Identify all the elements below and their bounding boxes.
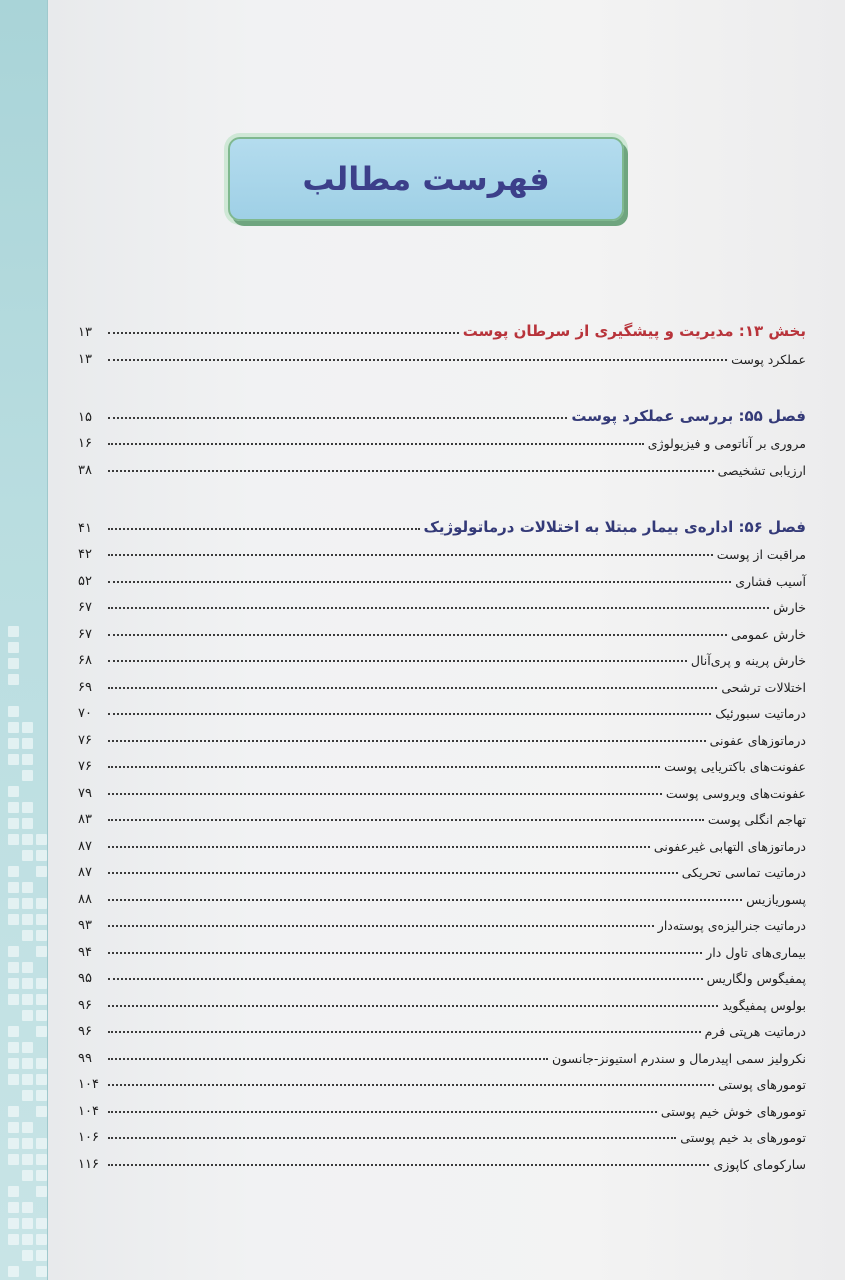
chapter-heading[interactable] [78, 508, 806, 536]
decorative-tile [36, 1090, 47, 1101]
decorative-tile [22, 1234, 33, 1245]
page-number: ۹۳ [78, 918, 92, 933]
entry-label: تومورهای پوستی [718, 1077, 806, 1092]
entry-label: عملکرد پوست [731, 351, 806, 367]
toc-entry[interactable] [78, 425, 806, 452]
decorative-tile [22, 1090, 33, 1101]
page-number: ۹۹ [78, 1050, 92, 1066]
decorative-tile [8, 898, 19, 909]
decorative-tile [8, 1042, 19, 1053]
toc-entry[interactable] [78, 774, 806, 801]
toc-entry[interactable] [78, 880, 806, 907]
dot-leader [108, 1005, 718, 1007]
toc-entry[interactable] [78, 933, 806, 960]
decorative-tile [8, 786, 19, 797]
dot-leader [108, 872, 678, 874]
decorative-tile [36, 1234, 47, 1245]
decorative-tile [36, 1138, 47, 1149]
decorative-tile [8, 1122, 19, 1133]
decorative-tile [36, 1074, 47, 1085]
decorative-tile [36, 1186, 47, 1197]
entry-label: پمفیگوس ولگاریس [706, 971, 806, 986]
page-number: ۶۸ [78, 653, 92, 668]
entry-label: پسوریازیس [746, 891, 806, 907]
decorative-tile [8, 802, 19, 813]
decorative-tile [36, 1218, 47, 1229]
table-of-contents [78, 312, 806, 1172]
toc-entry[interactable] [78, 854, 806, 881]
page-number: ۱۱۶ [78, 1156, 99, 1172]
decorative-tile [36, 1010, 47, 1021]
entry-label: درماتوزهای التهابی غیرعفونی [653, 838, 806, 854]
decorative-tile [22, 898, 33, 909]
decorative-tile [8, 1106, 19, 1117]
dot-leader [108, 899, 742, 901]
dot-leader [108, 846, 650, 848]
entry-label: درماتوزهای عفونی [709, 732, 806, 748]
entry-label: سارکومای کاپوزی [713, 1156, 806, 1172]
decorative-tile [22, 930, 33, 941]
entry-label: درماتیت تماسی تحریکی [681, 865, 806, 880]
decorative-tile [22, 770, 33, 781]
toc-entry[interactable] [78, 1119, 806, 1146]
page-number: ۷۶ [78, 732, 92, 748]
dot-leader [108, 607, 769, 609]
dot-leader [108, 793, 662, 795]
dot-leader [108, 687, 717, 689]
decorative-tile [22, 738, 33, 749]
entry-label: اختلالات ترشحی [721, 679, 806, 695]
decorative-tile [8, 882, 19, 893]
decorative-tile [22, 802, 33, 813]
toc-entry[interactable] [78, 589, 806, 616]
toc-entry[interactable] [78, 615, 806, 642]
chapter-heading[interactable] [78, 397, 806, 425]
decorative-tile [36, 978, 47, 989]
decorative-tile [8, 754, 19, 765]
heading-label: فصل ۵۶: اداره‌ی بیمار مبتلا به اختلالات درماتولوژیک [423, 517, 806, 536]
page-number: ۷۹ [78, 785, 92, 801]
decorative-tile [22, 882, 33, 893]
decorative-tile [8, 642, 19, 653]
toc-entry[interactable] [78, 1092, 806, 1119]
heading-label: فصل ۵۵: بررسی عملکرد پوست [571, 406, 806, 425]
decorative-tile [22, 1058, 33, 1069]
section-gap [78, 367, 806, 397]
decorative-tile [22, 722, 33, 733]
decorative-tile [8, 1202, 19, 1213]
page-number: ۳۸ [78, 462, 92, 478]
page-number: ۵۲ [78, 573, 92, 589]
entry-label: خارش عمومی [730, 626, 806, 642]
dot-leader [108, 1084, 714, 1086]
decorative-tile [36, 930, 47, 941]
page-number: ۹۵ [78, 971, 92, 986]
decorative-tile [36, 1250, 47, 1261]
decorative-tile [8, 914, 19, 925]
page-number: ۱۳ [78, 325, 92, 340]
page-number: ۴۱ [78, 520, 92, 536]
decorative-tile [22, 850, 33, 861]
decorative-tile [8, 722, 19, 733]
page-number: ۹۶ [78, 1024, 92, 1039]
entry-label: تهاجم انگلی پوست [707, 812, 806, 827]
decorative-tile [8, 818, 19, 829]
entry-label: درماتیت سبورئیک [715, 706, 806, 721]
toc-entry[interactable] [78, 721, 806, 748]
decorative-tile [8, 866, 19, 877]
entry-label: تومورهای بد خیم پوستی [680, 1130, 806, 1145]
toc-entry[interactable] [78, 642, 806, 669]
dot-leader [108, 1031, 701, 1033]
decorative-tile [22, 1250, 33, 1261]
entry-label: عفونت‌های ویروسی پوست [665, 785, 806, 801]
decorative-tile [8, 626, 19, 637]
decorative-tile [8, 1138, 19, 1149]
toc-entry[interactable] [78, 907, 806, 934]
entry-label: آسیب فشاری [735, 573, 806, 589]
dot-leader [108, 528, 420, 530]
dot-leader [108, 978, 703, 980]
decorative-tile [8, 1058, 19, 1069]
decorative-tile [22, 1138, 33, 1149]
dot-leader [108, 819, 704, 821]
decorative-tile [8, 834, 19, 845]
page-number: ۸۸ [78, 891, 92, 907]
decorative-tile [8, 946, 19, 957]
decorative-tile [22, 914, 33, 925]
decorative-tile [8, 1074, 19, 1085]
toc-entry[interactable] [78, 695, 806, 722]
toc-entry[interactable] [78, 801, 806, 828]
decorative-tile [8, 706, 19, 717]
dot-leader [108, 660, 687, 662]
decorative-tile [36, 850, 47, 861]
decorative-tile [36, 994, 47, 1005]
page-title: فهرست مطالب [302, 160, 550, 198]
dot-leader [108, 740, 706, 742]
entry-label: درماتیت جنرالیزه‌ی پوسته‌دار [657, 918, 806, 933]
toc-entry[interactable] [78, 536, 806, 563]
dot-leader [108, 1111, 657, 1113]
decorative-tile [8, 1154, 19, 1165]
decorative-margin-strip [0, 0, 48, 1280]
entry-label: ارزیابی تشخیصی [717, 462, 806, 478]
decorative-tile [36, 1170, 47, 1181]
page-number: ۶۹ [78, 679, 92, 695]
decorative-tile [22, 754, 33, 765]
dot-leader [108, 1137, 676, 1139]
entry-label: مراقبت از پوست [716, 547, 806, 562]
page-number: ۸۳ [78, 812, 92, 827]
toc-entry[interactable] [78, 451, 806, 478]
decorative-tile [8, 1186, 19, 1197]
decorative-tile [36, 898, 47, 909]
dot-leader [108, 925, 654, 927]
dot-leader [108, 417, 567, 419]
page-number: ۸۷ [78, 865, 92, 880]
section-gap [78, 478, 806, 508]
page-number: ۶۷ [78, 600, 92, 615]
entry-label: درماتیت هرپتی فرم [704, 1024, 806, 1039]
decorative-tile [22, 818, 33, 829]
decorative-tile [36, 1026, 47, 1037]
toc-entry[interactable] [78, 960, 806, 987]
dot-leader [108, 332, 459, 334]
page-number: ۱۶ [78, 436, 92, 451]
page-number: ۷۶ [78, 759, 92, 774]
decorative-tile [22, 994, 33, 1005]
entry-label: بولوس پمفیگوید [722, 997, 806, 1013]
page-number: ۴۲ [78, 547, 92, 562]
dot-leader [108, 634, 727, 636]
dot-leader [108, 952, 702, 954]
page-number: ۱۵ [78, 409, 92, 425]
dot-leader [108, 1058, 548, 1060]
decorative-tile [22, 1042, 33, 1053]
decorative-tile [8, 994, 19, 1005]
decorative-tile [36, 1154, 47, 1165]
entry-label: تومورهای خوش خیم پوستی [660, 1103, 806, 1119]
toc-entry[interactable] [78, 1145, 806, 1172]
page-number: ۱۳ [78, 351, 92, 367]
page-number: ۱۰۴ [78, 1077, 99, 1092]
page-number: ۷۰ [78, 706, 92, 721]
decorative-tile [36, 1266, 47, 1277]
decorative-tile [8, 674, 19, 685]
toc-entry[interactable] [78, 827, 806, 854]
dot-leader [108, 470, 714, 472]
decorative-tile [36, 834, 47, 845]
decorative-tile [8, 658, 19, 669]
toc-entry[interactable] [78, 1039, 806, 1066]
dot-leader [108, 581, 731, 583]
decorative-tile [36, 946, 47, 957]
decorative-tile [22, 1122, 33, 1133]
dot-leader [108, 359, 727, 361]
decorative-tile [8, 1266, 19, 1277]
dot-leader [108, 1164, 709, 1166]
entry-label: خارش [773, 600, 806, 615]
page-number: ۸۷ [78, 838, 92, 854]
decorative-tile [22, 962, 33, 973]
decorative-tile [8, 1234, 19, 1245]
decorative-tile [36, 866, 47, 877]
toc-entry[interactable] [78, 668, 806, 695]
page-number: ۹۶ [78, 997, 92, 1013]
dot-leader [108, 713, 711, 715]
decorative-tile [22, 978, 33, 989]
page-number: ۱۰۶ [78, 1130, 99, 1145]
toc-entry[interactable] [78, 340, 806, 367]
dot-leader [108, 554, 713, 556]
decorative-tile [22, 1010, 33, 1021]
decorative-tile [8, 962, 19, 973]
entry-label: بیماری‌های تاول دار [706, 944, 806, 960]
title-banner [228, 137, 624, 221]
decorative-tile [22, 1154, 33, 1165]
page-number: ۱۰۴ [78, 1103, 99, 1119]
dot-leader [108, 443, 644, 445]
entry-label: نکرولیز سمی اپیدرمال و سندرم استیونز-جانسون [552, 1050, 806, 1066]
decorative-tile [22, 1170, 33, 1181]
entry-label: خارش پرینه و پری‌آنال [690, 653, 806, 668]
decorative-tile [8, 978, 19, 989]
decorative-tile [22, 1202, 33, 1213]
part-heading[interactable] [78, 312, 806, 340]
decorative-tile [36, 1058, 47, 1069]
entry-label: عفونت‌های باکتریایی پوست [664, 759, 806, 774]
decorative-tile [8, 738, 19, 749]
toc-entry[interactable] [78, 562, 806, 589]
decorative-tile [36, 914, 47, 925]
heading-label: بخش ۱۳: مدیریت و پیشگیری از سرطان پوست [462, 322, 806, 340]
decorative-tile [36, 1106, 47, 1117]
entry-label: مروری بر آناتومی و فیزیولوژی [647, 436, 806, 451]
dot-leader [108, 766, 660, 768]
decorative-tile [8, 1218, 19, 1229]
toc-entry[interactable] [78, 748, 806, 775]
toc-entry[interactable] [78, 1013, 806, 1040]
decorative-tile [22, 1074, 33, 1085]
decorative-tile [8, 1026, 19, 1037]
decorative-tile [22, 834, 33, 845]
toc-entry[interactable] [78, 986, 806, 1013]
decorative-tile [22, 1218, 33, 1229]
page-number: ۹۴ [78, 944, 92, 960]
page-number: ۶۷ [78, 626, 92, 642]
toc-entry[interactable] [78, 1066, 806, 1093]
